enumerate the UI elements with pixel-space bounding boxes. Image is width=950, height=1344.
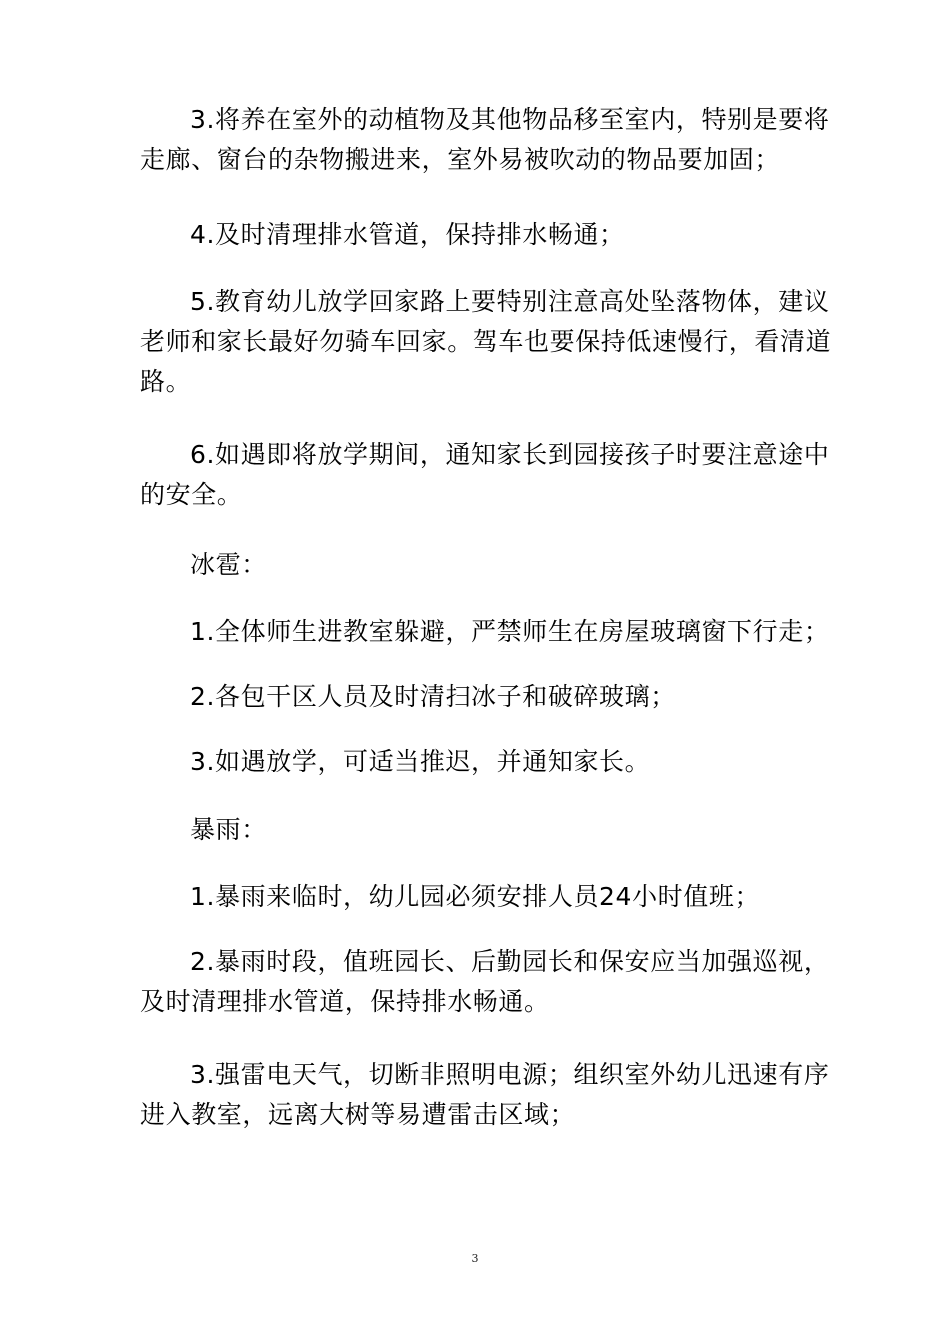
paragraph-hail-item-3: 3.如遇放学，可适当推迟，并通知家长。 — [190, 747, 651, 776]
paragraph-typhoon-item-3: 3.将养在室外的动植物及其他物品移至室内，特别是要将走廊、窗台的杂物搬进来，室外易被吹动的物品要加固； — [140, 105, 830, 174]
page-number: 3 — [471, 1252, 479, 1265]
paragraph-rainstorm-item-3: 3.强雷电天气，切断非照明电源；组织室外幼儿迅速有序进入教室，远离大树等易遭雷击区域； — [140, 1060, 830, 1129]
paragraph-hail-item-2: 2.各包干区人员及时清扫冰子和破碎玻璃； — [190, 682, 676, 711]
paragraph-rainstorm-item-1: 1.暴雨来临时，幼儿园必须安排人员24小时值班； — [190, 882, 761, 911]
section-heading-rainstorm: 暴雨： — [190, 815, 267, 844]
section-heading-hail: 冰雹： — [190, 550, 267, 579]
paragraph-typhoon-item-6: 6.如遇即将放学期间，通知家长到园接孩子时要注意途中的安全。 — [140, 440, 830, 509]
paragraph-typhoon-item-5: 5.教育幼儿放学回家路上要特别注意高处坠落物体，建议老师和家长最好勿骑车回家。驾车也要保持低速慢行，看清道路。 — [140, 287, 832, 396]
paragraph-hail-item-1: 1.全体师生进教室躲避，严禁师生在房屋玻璃窗下行走； — [190, 617, 830, 646]
paragraph-rainstorm-item-2: 2.暴雨时段，值班园长、后勤园长和保安应当加强巡视，及时清理排水管道，保持排水畅通。 — [140, 947, 830, 1016]
paragraph-typhoon-item-4: 4.及时清理排水管道，保持排水畅通； — [190, 220, 625, 249]
